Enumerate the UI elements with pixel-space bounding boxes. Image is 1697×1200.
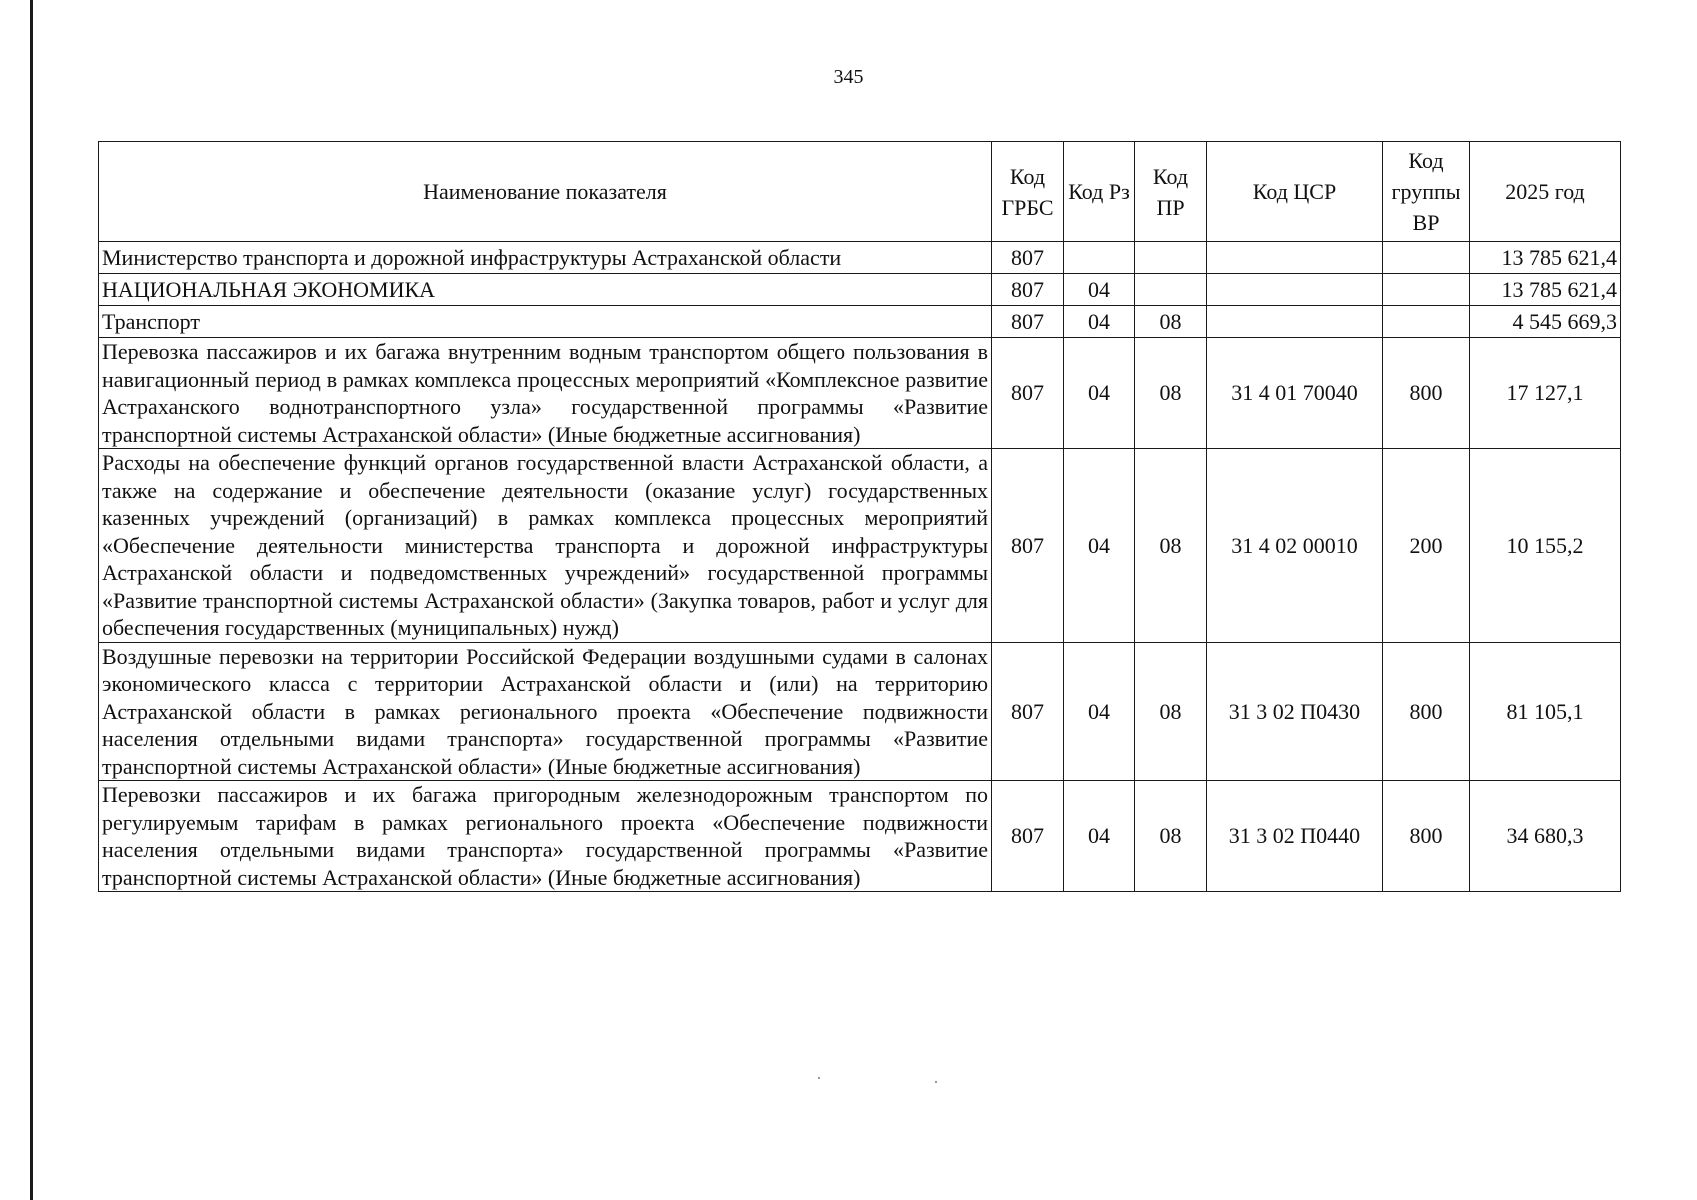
row-vr	[1383, 274, 1470, 306]
row-amount: 34 680,3	[1470, 781, 1621, 892]
row-vr	[1383, 306, 1470, 338]
row-csr: 31 4 02 00010	[1207, 449, 1383, 643]
row-grbs: 807	[992, 338, 1064, 449]
row-amount: 4 545 669,3	[1470, 306, 1621, 338]
table-row	[99, 449, 1621, 643]
row-pr: 08	[1135, 781, 1207, 892]
row-grbs: 807	[992, 242, 1064, 274]
row-csr	[1207, 306, 1383, 338]
table-row	[99, 338, 1621, 449]
row-rz: 04	[1064, 338, 1135, 449]
row-vr: 800	[1383, 338, 1470, 449]
row-csr: 31 4 01 70040	[1207, 338, 1383, 449]
row-csr	[1207, 242, 1383, 274]
row-pr	[1135, 242, 1207, 274]
row-pr: 08	[1135, 306, 1207, 338]
table-row	[99, 781, 1621, 892]
budget-table	[98, 141, 1621, 892]
row-amount: 81 105,1	[1470, 642, 1621, 781]
row-grbs: 807	[992, 781, 1064, 892]
row-rz: 04	[1064, 306, 1135, 338]
row-name: Расходы на обеспечение функций органов государственной власти Астраханской области, а также на содержание и обеспечение деятельности (оказание услуг) государственных казенных учреждений (организаций) в рамках комплекса процессных мероприятий «Обеспечение деятельности министерства транспорта и дорожной инфраструктуры Астраханской области и подведомственных учреждений» государственной программы «Развитие транспортной системы Астраханской области» (Закупка товаров, работ и услуг для обеспечения государственных (муниципальных) нужд)	[99, 449, 992, 643]
row-vr: 200	[1383, 449, 1470, 643]
row-csr: 31 3 02 П0430	[1207, 642, 1383, 781]
header-pr: Код ПР	[1135, 142, 1207, 242]
row-rz	[1064, 242, 1135, 274]
row-rz: 04	[1064, 642, 1135, 781]
scan-speck	[935, 1081, 937, 1083]
row-name: Министерство транспорта и дорожной инфраструктуры Астраханской области	[99, 242, 992, 274]
row-csr	[1207, 274, 1383, 306]
left-margin-rule	[30, 0, 33, 1200]
header-grbs: Код ГРБС	[992, 142, 1064, 242]
header-csr: Код ЦСР	[1207, 142, 1383, 242]
row-grbs: 807	[992, 274, 1064, 306]
row-pr: 08	[1135, 642, 1207, 781]
row-grbs: 807	[992, 642, 1064, 781]
header-year: 2025 год	[1470, 142, 1621, 242]
header-vr: Код группы ВР	[1383, 142, 1470, 242]
row-grbs: 807	[992, 449, 1064, 643]
row-rz: 04	[1064, 274, 1135, 306]
header-rz: Код Рз	[1064, 142, 1135, 242]
row-vr: 800	[1383, 781, 1470, 892]
table-row	[99, 306, 1621, 338]
row-pr	[1135, 274, 1207, 306]
scan-speck	[818, 1077, 820, 1079]
row-amount: 13 785 621,4	[1470, 274, 1621, 306]
row-amount: 13 785 621,4	[1470, 242, 1621, 274]
row-vr	[1383, 242, 1470, 274]
row-name: Транспорт	[99, 306, 992, 338]
row-name: Воздушные перевозки на территории Российской Федерации воздушными судами в салонах экономического класса с территории Астраханской области и (или) на территорию Астраханской области в рамках регионального проекта «Обеспечение подвижности населения отдельными видами транспорта» государственной программы «Развитие транспортной системы Астраханской области» (Иные бюджетные ассигнования)	[99, 642, 992, 781]
row-csr: 31 3 02 П0440	[1207, 781, 1383, 892]
table-row	[99, 242, 1621, 274]
table-row	[99, 642, 1621, 781]
row-name: Перевозка пассажиров и их багажа внутренним водным транспортом общего пользования в навигационный период в рамках комплекса процессных мероприятий «Комплексное развитие Астраханского воднотранспортного узла» государственной программы «Развитие транспортной системы Астраханской области» (Иные бюджетные ассигнования)	[99, 338, 992, 449]
header-name: Наименование показателя	[99, 142, 992, 242]
row-grbs: 807	[992, 306, 1064, 338]
table-header-row	[99, 142, 1621, 242]
row-pr: 08	[1135, 449, 1207, 643]
row-pr: 08	[1135, 338, 1207, 449]
row-vr: 800	[1383, 642, 1470, 781]
table-row	[99, 274, 1621, 306]
row-amount: 10 155,2	[1470, 449, 1621, 643]
row-rz: 04	[1064, 781, 1135, 892]
page-number: 345	[833, 66, 864, 88]
row-name: НАЦИОНАЛЬНАЯ ЭКОНОМИКА	[99, 274, 992, 306]
row-amount: 17 127,1	[1470, 338, 1621, 449]
row-rz: 04	[1064, 449, 1135, 643]
row-name: Перевозки пассажиров и их багажа пригородным железнодорожным транспортом по регулируемым тарифам в рамках регионального проекта «Обеспечение подвижности населения отдельными видами транспорта» государственной программы «Развитие транспортной системы Астраханской области» (Иные бюджетные ассигнования)	[99, 781, 992, 892]
